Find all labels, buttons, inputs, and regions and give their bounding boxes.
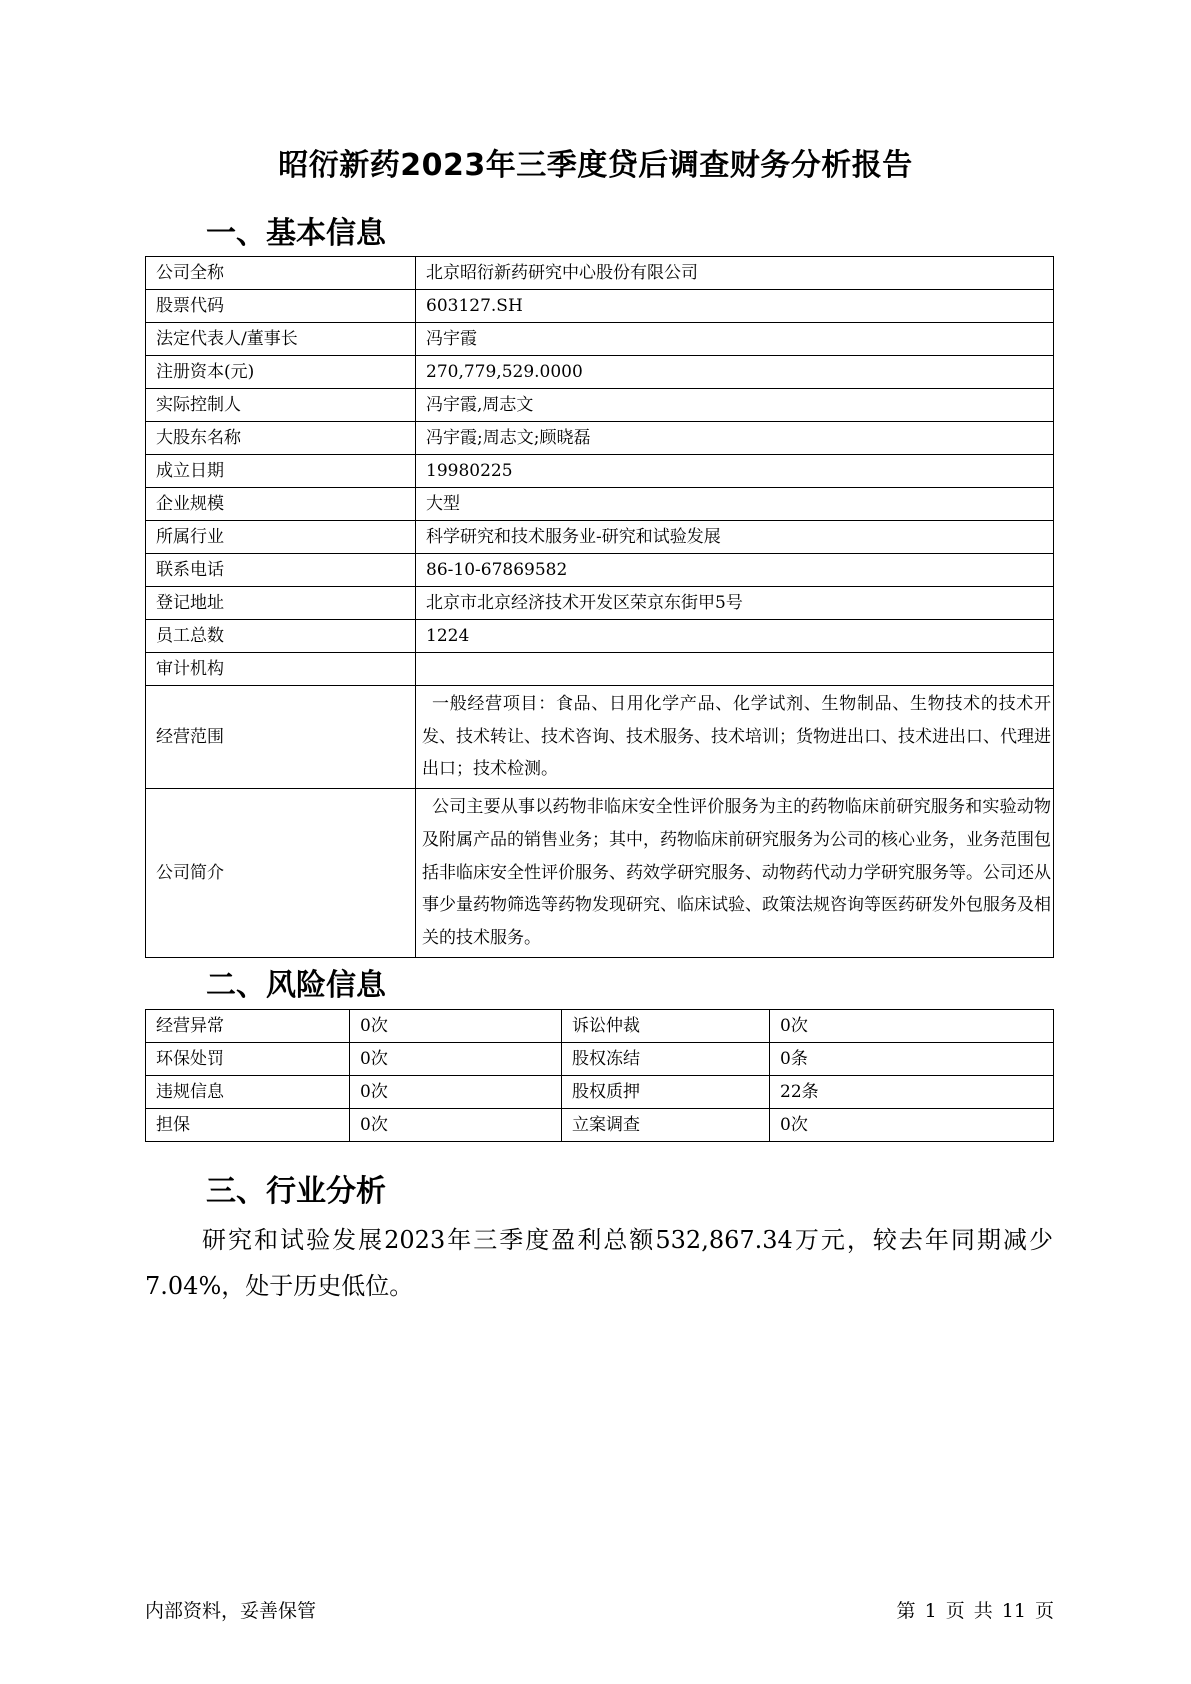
field-label: 法定代表人/董事长 — [146, 323, 416, 356]
field-value — [416, 653, 1054, 686]
field-label: 企业规模 — [146, 488, 416, 521]
risk-value: 0次 — [350, 1010, 562, 1043]
company-profile-text: 公司主要从事以药物非临床安全性评价服务为主的药物临床前研究服务和实验动物及附属产品的销售业务；其中，药物临床前研究服务为公司的核心业务，业务范围包括非临床安全性评价服务、药效学研究服务、动物药代动力学研究服务等。公司还从事少量药物筛选等药物发现研究、临床试验、政策法规咨询等医药研发外包服务及相关的技术服务。 — [416, 789, 1054, 958]
field-value: 冯宇霞;周志文;顾晓磊 — [416, 422, 1054, 455]
risk-value: 22条 — [770, 1076, 1054, 1109]
field-label: 联系电话 — [146, 554, 416, 587]
risk-label: 诉讼仲裁 — [562, 1010, 770, 1043]
field-label: 股票代码 — [146, 290, 416, 323]
table-row — [146, 323, 1054, 356]
risk-label: 股权质押 — [562, 1076, 770, 1109]
field-value: 科学研究和技术服务业-研究和试验发展 — [416, 521, 1054, 554]
table-row — [146, 488, 1054, 521]
field-label: 注册资本(元) — [146, 356, 416, 389]
table-row — [146, 1109, 1054, 1142]
field-label: 成立日期 — [146, 455, 416, 488]
field-value: 北京市北京经济技术开发区荣京东街甲5号 — [416, 587, 1054, 620]
risk-value: 0次 — [770, 1010, 1054, 1043]
section-heading-risk-info: 二、风险信息 — [206, 968, 386, 1003]
table-row — [146, 587, 1054, 620]
table-row — [146, 521, 1054, 554]
field-value: 冯宇霞,周志文 — [416, 389, 1054, 422]
risk-value: 0次 — [350, 1043, 562, 1076]
section-heading-industry-analysis: 三、行业分析 — [206, 1174, 386, 1209]
field-value: 86-10-67869582 — [416, 554, 1054, 587]
table-row — [146, 257, 1054, 290]
table-row — [146, 356, 1054, 389]
table-row — [146, 290, 1054, 323]
table-row — [146, 389, 1054, 422]
business-scope-label: 经营范围 — [146, 686, 416, 789]
risk-label: 环保处罚 — [146, 1043, 350, 1076]
field-value: 603127.SH — [416, 290, 1054, 323]
table-row — [146, 1076, 1054, 1109]
table-row — [146, 1043, 1054, 1076]
risk-value: 0次 — [350, 1076, 562, 1109]
table-row — [146, 422, 1054, 455]
table-row — [146, 554, 1054, 587]
field-value: 冯宇霞 — [416, 323, 1054, 356]
field-value: 270,779,529.0000 — [416, 356, 1054, 389]
business-scope-text: 一般经营项目：食品、日用化学产品、化学试剂、生物制品、生物技术的技术开发、技术转让、技术咨询、技术服务、技术培训；货物进出口、技术进出口、代理进出口；技术检测。 — [416, 686, 1054, 789]
table-row — [146, 1010, 1054, 1043]
field-value: 19980225 — [416, 455, 1054, 488]
footer-confidential-note: 内部资料，妥善保管 — [145, 1600, 317, 1622]
risk-label: 股权冻结 — [562, 1043, 770, 1076]
risk-label: 经营异常 — [146, 1010, 350, 1043]
business-scope-row — [146, 686, 1054, 789]
field-label: 员工总数 — [146, 620, 416, 653]
field-label: 登记地址 — [146, 587, 416, 620]
industry-analysis-paragraph: 研究和试验发展2023年三季度盈利总额532,867.34万元，较去年同期减少7.04%，处于历史低位。 — [145, 1226, 1053, 1300]
field-value: 北京昭衍新药研究中心股份有限公司 — [416, 257, 1054, 290]
field-value: 1224 — [416, 620, 1054, 653]
company-profile-row — [146, 789, 1054, 958]
risk-info-table — [145, 1009, 1054, 1142]
risk-label: 担保 — [146, 1109, 350, 1142]
risk-value: 0次 — [350, 1109, 562, 1142]
basic-info-table — [145, 256, 1054, 958]
table-row — [146, 455, 1054, 488]
risk-label: 违规信息 — [146, 1076, 350, 1109]
field-value: 大型 — [416, 488, 1054, 521]
field-label: 公司全称 — [146, 257, 416, 290]
field-label: 所属行业 — [146, 521, 416, 554]
report-title: 昭衍新药2023年三季度贷后调查财务分析报告 — [278, 148, 913, 183]
company-profile-label: 公司简介 — [146, 789, 416, 958]
field-label: 实际控制人 — [146, 389, 416, 422]
table-row — [146, 653, 1054, 686]
table-row — [146, 620, 1054, 653]
risk-value: 0次 — [770, 1109, 1054, 1142]
field-label: 大股东名称 — [146, 422, 416, 455]
risk-label: 立案调查 — [562, 1109, 770, 1142]
field-label: 审计机构 — [146, 653, 416, 686]
risk-value: 0条 — [770, 1043, 1054, 1076]
footer-page-number: 第 1 页 共 11 页 — [896, 1600, 1054, 1622]
section-heading-basic-info: 一、基本信息 — [206, 216, 386, 251]
